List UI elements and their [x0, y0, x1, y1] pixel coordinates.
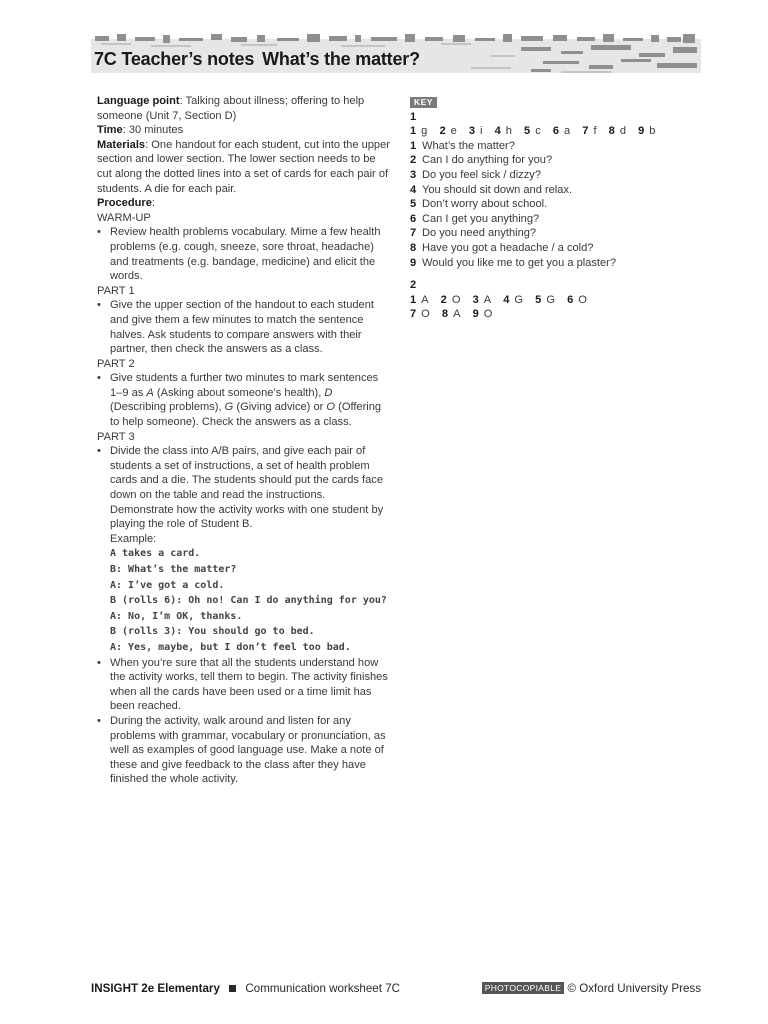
part1-heading: PART 1 [97, 284, 135, 297]
letter-code: G [514, 293, 524, 306]
code-a-text: (Asking about someone’s health), [153, 386, 325, 399]
answer-number: 2 [410, 154, 417, 167]
letter-code: A [483, 293, 492, 306]
time [97, 123, 391, 138]
example-line: A: I’ve got a cold. [110, 579, 225, 591]
match-pair [553, 125, 570, 137]
letter-pair [442, 308, 461, 320]
letter-code: A [453, 308, 461, 321]
letter-code: A [421, 293, 429, 306]
language-point-text: : Talking about illness; offering to help someone (Unit 7, Section D) [97, 95, 365, 122]
letter-pair [473, 294, 492, 306]
answer-item [410, 212, 710, 227]
letter-number: 8 [441, 308, 449, 321]
example-line: A takes a card. [110, 548, 201, 560]
match-pair [638, 125, 655, 137]
time-text: : 30 minutes [122, 124, 184, 137]
warmup-bullet: • Review health problems vocabulary. Mime a few health problems (e.g. cough, sneeze, sore throat, headache) and treatments (e.g. bandage, medicine) and elicit the words. [97, 225, 391, 283]
match-number: 9 [638, 125, 645, 138]
match-letter: f [593, 125, 597, 138]
example-line: B: What’s the matter? [110, 564, 237, 575]
letter-code: O [451, 293, 461, 306]
letter-pair [535, 294, 555, 306]
language-point [97, 94, 391, 123]
letter-code: O [421, 308, 430, 321]
code-g-text: (Giving advice) or [233, 401, 327, 414]
answer-number: 8 [410, 241, 417, 254]
code-d-text: (Describing problems), [110, 401, 225, 414]
match-number: 5 [524, 125, 531, 138]
match-pair [524, 125, 541, 137]
match-number: 4 [494, 125, 501, 138]
part1-bullet: • Give the upper section of the handout to each student and give them a few minutes to match the sentence halves. Ask students to compare answers with their partner, then check the answers as a class. [97, 298, 391, 356]
key-section-1-number: 1 [410, 110, 417, 123]
answer-number: 6 [410, 212, 417, 225]
code-g: G [224, 401, 234, 414]
answer-item [410, 168, 710, 183]
answer-key-column [410, 95, 710, 322]
answer-item [410, 197, 710, 212]
answer-text: Have you got a headache / a cold? [422, 241, 594, 254]
answer-text: Can I get you anything? [422, 212, 540, 225]
part3-bullet: • When you’re sure that all the students understand how the activity works, tell them to begin. The activity finishes when all the cards have been used or a time limit has been reached. [97, 656, 391, 714]
match-number: 3 [468, 125, 476, 138]
procedure-label: Procedure [97, 197, 152, 210]
code-a: A [146, 386, 154, 399]
match-letter: d [619, 125, 626, 138]
part3-bullet: • During the activity, walk around and listen for any problems with grammar, vocabulary or pronunciation, as well as examples of good language use. Make a note of these and give feedback to the class after they have finished the whole activity. [97, 714, 391, 787]
match-pair [469, 125, 483, 137]
letter-pair [567, 294, 587, 306]
letter-number: 5 [535, 293, 542, 306]
materials-label: Materials [97, 138, 146, 151]
example-line: B (rolls 3): You should go to bed. [110, 626, 315, 638]
answer-number: 5 [410, 198, 417, 211]
footer-right [482, 982, 701, 995]
match-pair [439, 125, 456, 137]
letter-number: 9 [472, 308, 479, 321]
answer-text: Do you need anything? [422, 227, 537, 240]
answer-item [410, 226, 710, 241]
part3-intro: Divide the class into A/B pairs, and give each pair of students a set of instructions, a set of health problem cards and a die. The students should put the cards face down on the table and read the instructions. Demonstrate how the activity works with one student by playing the role of Student B. [110, 445, 384, 531]
letter-number: 7 [410, 308, 417, 321]
answer-text: Don’t worry about school. [422, 198, 548, 211]
answer-text: You should sit down and relax. [422, 183, 573, 196]
part2-bullet [97, 371, 391, 429]
procedure-heading [97, 196, 391, 211]
match-number: 6 [552, 125, 560, 138]
letter-number: 6 [567, 293, 574, 306]
time-label: Time [97, 124, 123, 137]
part3-bullet [97, 444, 391, 655]
procedure-colon: : [151, 197, 155, 210]
match-letter: g [421, 125, 428, 138]
letter-pair [410, 308, 430, 320]
match-pair [495, 125, 512, 137]
materials-text: : One handout for each student, cut into the upper section and lower section. The lower section needs to be cut along the dotted lines into a set of cards for each pair of students. A die for each pair. [97, 138, 390, 195]
answer-number: 9 [410, 256, 417, 269]
answer-number: 4 [410, 183, 417, 196]
match-letter: e [450, 125, 457, 138]
match-letter: h [505, 125, 512, 138]
page-footer [91, 982, 701, 995]
match-pair [410, 125, 427, 137]
match-letter: a [564, 125, 571, 138]
letter-code: O [578, 293, 587, 306]
answer-text: Do you feel sick / dizzy? [422, 168, 541, 181]
part3-list [97, 444, 391, 787]
footer-brand: INSIGHT [91, 982, 139, 995]
answer-text: What’s the matter? [422, 139, 515, 152]
answer-item [410, 153, 710, 168]
example-label: Example: [110, 532, 157, 545]
answer-item [410, 183, 710, 198]
match-number: 2 [439, 125, 446, 138]
answer-text: Can I do anything for you? [422, 154, 553, 167]
key-badge: KEY [410, 97, 437, 108]
letter-pair [503, 294, 523, 306]
letter-answers-row-2 [410, 307, 710, 322]
answer-number: 1 [410, 139, 417, 152]
answer-list [410, 139, 710, 270]
code-d: D [324, 386, 333, 399]
match-pair [609, 125, 626, 137]
example-line: A: Yes, maybe, but I don’t feel too bad. [110, 641, 351, 653]
letter-number: 2 [440, 293, 447, 306]
answer-number: 3 [410, 168, 417, 181]
materials [97, 138, 391, 196]
answer-item [410, 241, 710, 256]
match-number: 1 [410, 125, 417, 138]
part2-list [97, 371, 391, 429]
code-o: O [326, 401, 336, 414]
warmup-list [97, 225, 391, 283]
footer-publisher: © Oxford University Press [567, 982, 701, 995]
photocopiable-badge: PHOTOCOPIABLE [482, 982, 565, 994]
letter-code: G [546, 293, 555, 306]
letter-number: 1 [410, 293, 417, 306]
letter-number: 4 [503, 293, 510, 306]
example-line: A: No, I’m OK, thanks. [110, 610, 243, 622]
answer-number: 7 [410, 227, 417, 240]
match-letter: i [480, 125, 483, 138]
code-o-text: (Offering to help someone). Check the answers as a class. [110, 401, 382, 429]
part2-intro: Give students a further two minutes to mark sentences 1–9 as [110, 372, 379, 399]
footer-edition: 2e Elementary [141, 982, 220, 995]
square-bullet-icon [229, 985, 236, 992]
match-pair [582, 125, 596, 137]
part2-heading: PART 2 [97, 357, 135, 370]
example-line: B (rolls 6): Oh no! Can I do anything for you? [110, 595, 387, 607]
teacher-notes-column [97, 94, 391, 787]
letter-answers-row-1 [410, 293, 710, 308]
part1-list [97, 298, 391, 356]
letter-pair [441, 294, 461, 306]
page-title [94, 49, 420, 70]
footer-worksheet: Communication worksheet 7C [245, 982, 401, 995]
key-section-2-number: 2 [410, 279, 417, 292]
part3-heading: PART 3 [97, 430, 135, 443]
answer-item [410, 139, 710, 154]
match-letter: b [649, 125, 656, 138]
language-point-label: Language point [97, 95, 180, 107]
answer-text: Would you like me to get you a plaster? [422, 256, 617, 269]
answer-item [410, 256, 710, 271]
letter-code: O [483, 308, 493, 321]
letter-number: 3 [472, 293, 479, 306]
letter-pair [410, 294, 429, 306]
warmup-heading: WARM-UP [97, 211, 151, 224]
page-code: 7C Teacher’s notes [94, 49, 255, 69]
match-answers [410, 124, 710, 139]
letter-pair [473, 308, 493, 320]
page-heading: What’s the matter? [262, 49, 420, 69]
match-number: 7 [582, 125, 589, 138]
match-number: 8 [608, 125, 615, 138]
match-letter: c [535, 125, 541, 138]
